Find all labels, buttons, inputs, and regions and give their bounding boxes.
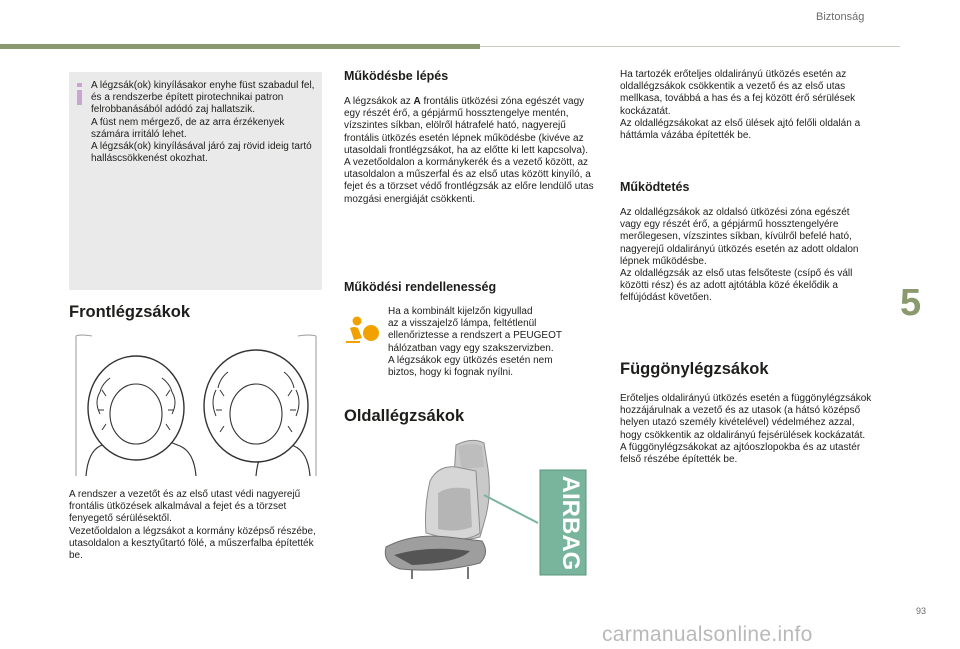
page-number: 93 xyxy=(916,606,927,616)
airbag-warning-icon xyxy=(344,314,384,344)
activation-text-rest: frontális ütközési zóna egészét vagy egy részét érő, a gépjármű hossztengelye mentén, vízszintes síkban, elölről hátrafelé ható, nagyerejű frontális ütközés esetén lépnek működésbe (kivéve az utasoldali frontlégzsákot, ha az előtte ki lett kapcsolva). A vezetőoldalon a kormánykerék és a vezető között, az utasoldalon a műszerfal és az első utas között kinyíló, a fejet és a törzset védő frontlégzsák az előre lendülő utas mozgási energiáját csökkenti. xyxy=(344,96,594,205)
header-accent-bar xyxy=(0,44,480,49)
operation-text: Az oldallégzsákok az oldalsó ütközési zóna egészét vagy egy részét érő, a gépjármű hossztengelyére merőlegesen, vízszintes síkban, kívülről befelé ható, nagyerejű oldalirányú ütközés esetén az adott oldalon lépnek működésbe. Az oldallégzsák az első utas felsőteste (csípő és váll közötti rész) és az adott ajtótábla közé ékelődik a felfújódást követően. xyxy=(620,207,859,304)
front-airbags-title: Frontlégzsákok xyxy=(69,303,191,321)
header-divider xyxy=(480,46,900,47)
chapter-number: 5 xyxy=(900,282,922,324)
activation-text-start: A légzsákok az xyxy=(344,96,414,107)
watermark: carmanualsonline.info xyxy=(602,623,813,646)
info-icon xyxy=(75,83,85,105)
airbag-label: AIRBAG xyxy=(557,475,584,571)
seat-airbag-illustration xyxy=(372,437,594,580)
side-airbags-title: Oldallégzsákok xyxy=(344,407,465,425)
malfunction-text: Ha a kombinált kijelzőn kigyullad az a visszajelző lámpa, feltétlenül ellenőriztesse a rendszert a PEUGEOT hálózatban vagy egy szakszervizben. A légzsákok egy ütközés esetén nem biztos, hogy ki fognak nyílni. xyxy=(388,306,562,379)
operation-title: Működtetés xyxy=(620,180,690,194)
malfunction-title: Működési rendellenesség xyxy=(344,280,497,294)
info-text: A légzsák(ok) kinyílásakor enyhe füst szabadul fel, és a rendszerbe épített pirotechnikai patron felrobbanásából adódó zaj hallatszik. A füst nem mérgező, de az arra érzékenyek számára irritáló lehet. A légzsák(ok) kinyílásával járó zaj rövid ideig tartó halláscsökkenést okozhat. xyxy=(91,80,315,165)
side-airbags-text: Ha tartozék erőteljes oldalirányú ütközés esetén az oldallégzsákok csökkentik a vezető és az első utas mellkasa, továbbá a has és a fej között érő sérülések kockázatát. Az oldallégzsákokat az első ülések ajtó felőli oldalán a háttámla vázába építették be. xyxy=(620,69,861,142)
activation-text xyxy=(344,96,596,206)
front-airbags-text: A rendszer a vezetőt és az első utast védi nagyerejű frontális ütközések alkalmával a fejet és a törzset fenyegető sérülésektől. Vezetőoldalon a légzsákot a kormány középső részébe, utasoldalon a kesztyűtartó fölé, a műszerfalba építették be. xyxy=(69,489,316,562)
section-name: Biztonság xyxy=(816,11,865,23)
activation-zone-letter: A xyxy=(413,96,421,107)
front-airbags-illustration xyxy=(70,334,322,476)
activation-title: Működésbe lépés xyxy=(344,69,449,83)
curtain-airbags-title: Függönylégzsákok xyxy=(620,360,769,378)
curtain-airbags-text: Erőteljes oldalirányú ütközés esetén a függönylégzsákok hozzájárulnak a vezető és az utasok (a hátsó középső helyen utazó személy kivételével) védelméhez azzal, hogy csökkentik az oldalirányú fejsérülések kockázatát. A függönylégzsákokat az ajtóoszlopokba és az utastér felső részébe építették be. xyxy=(620,393,872,466)
